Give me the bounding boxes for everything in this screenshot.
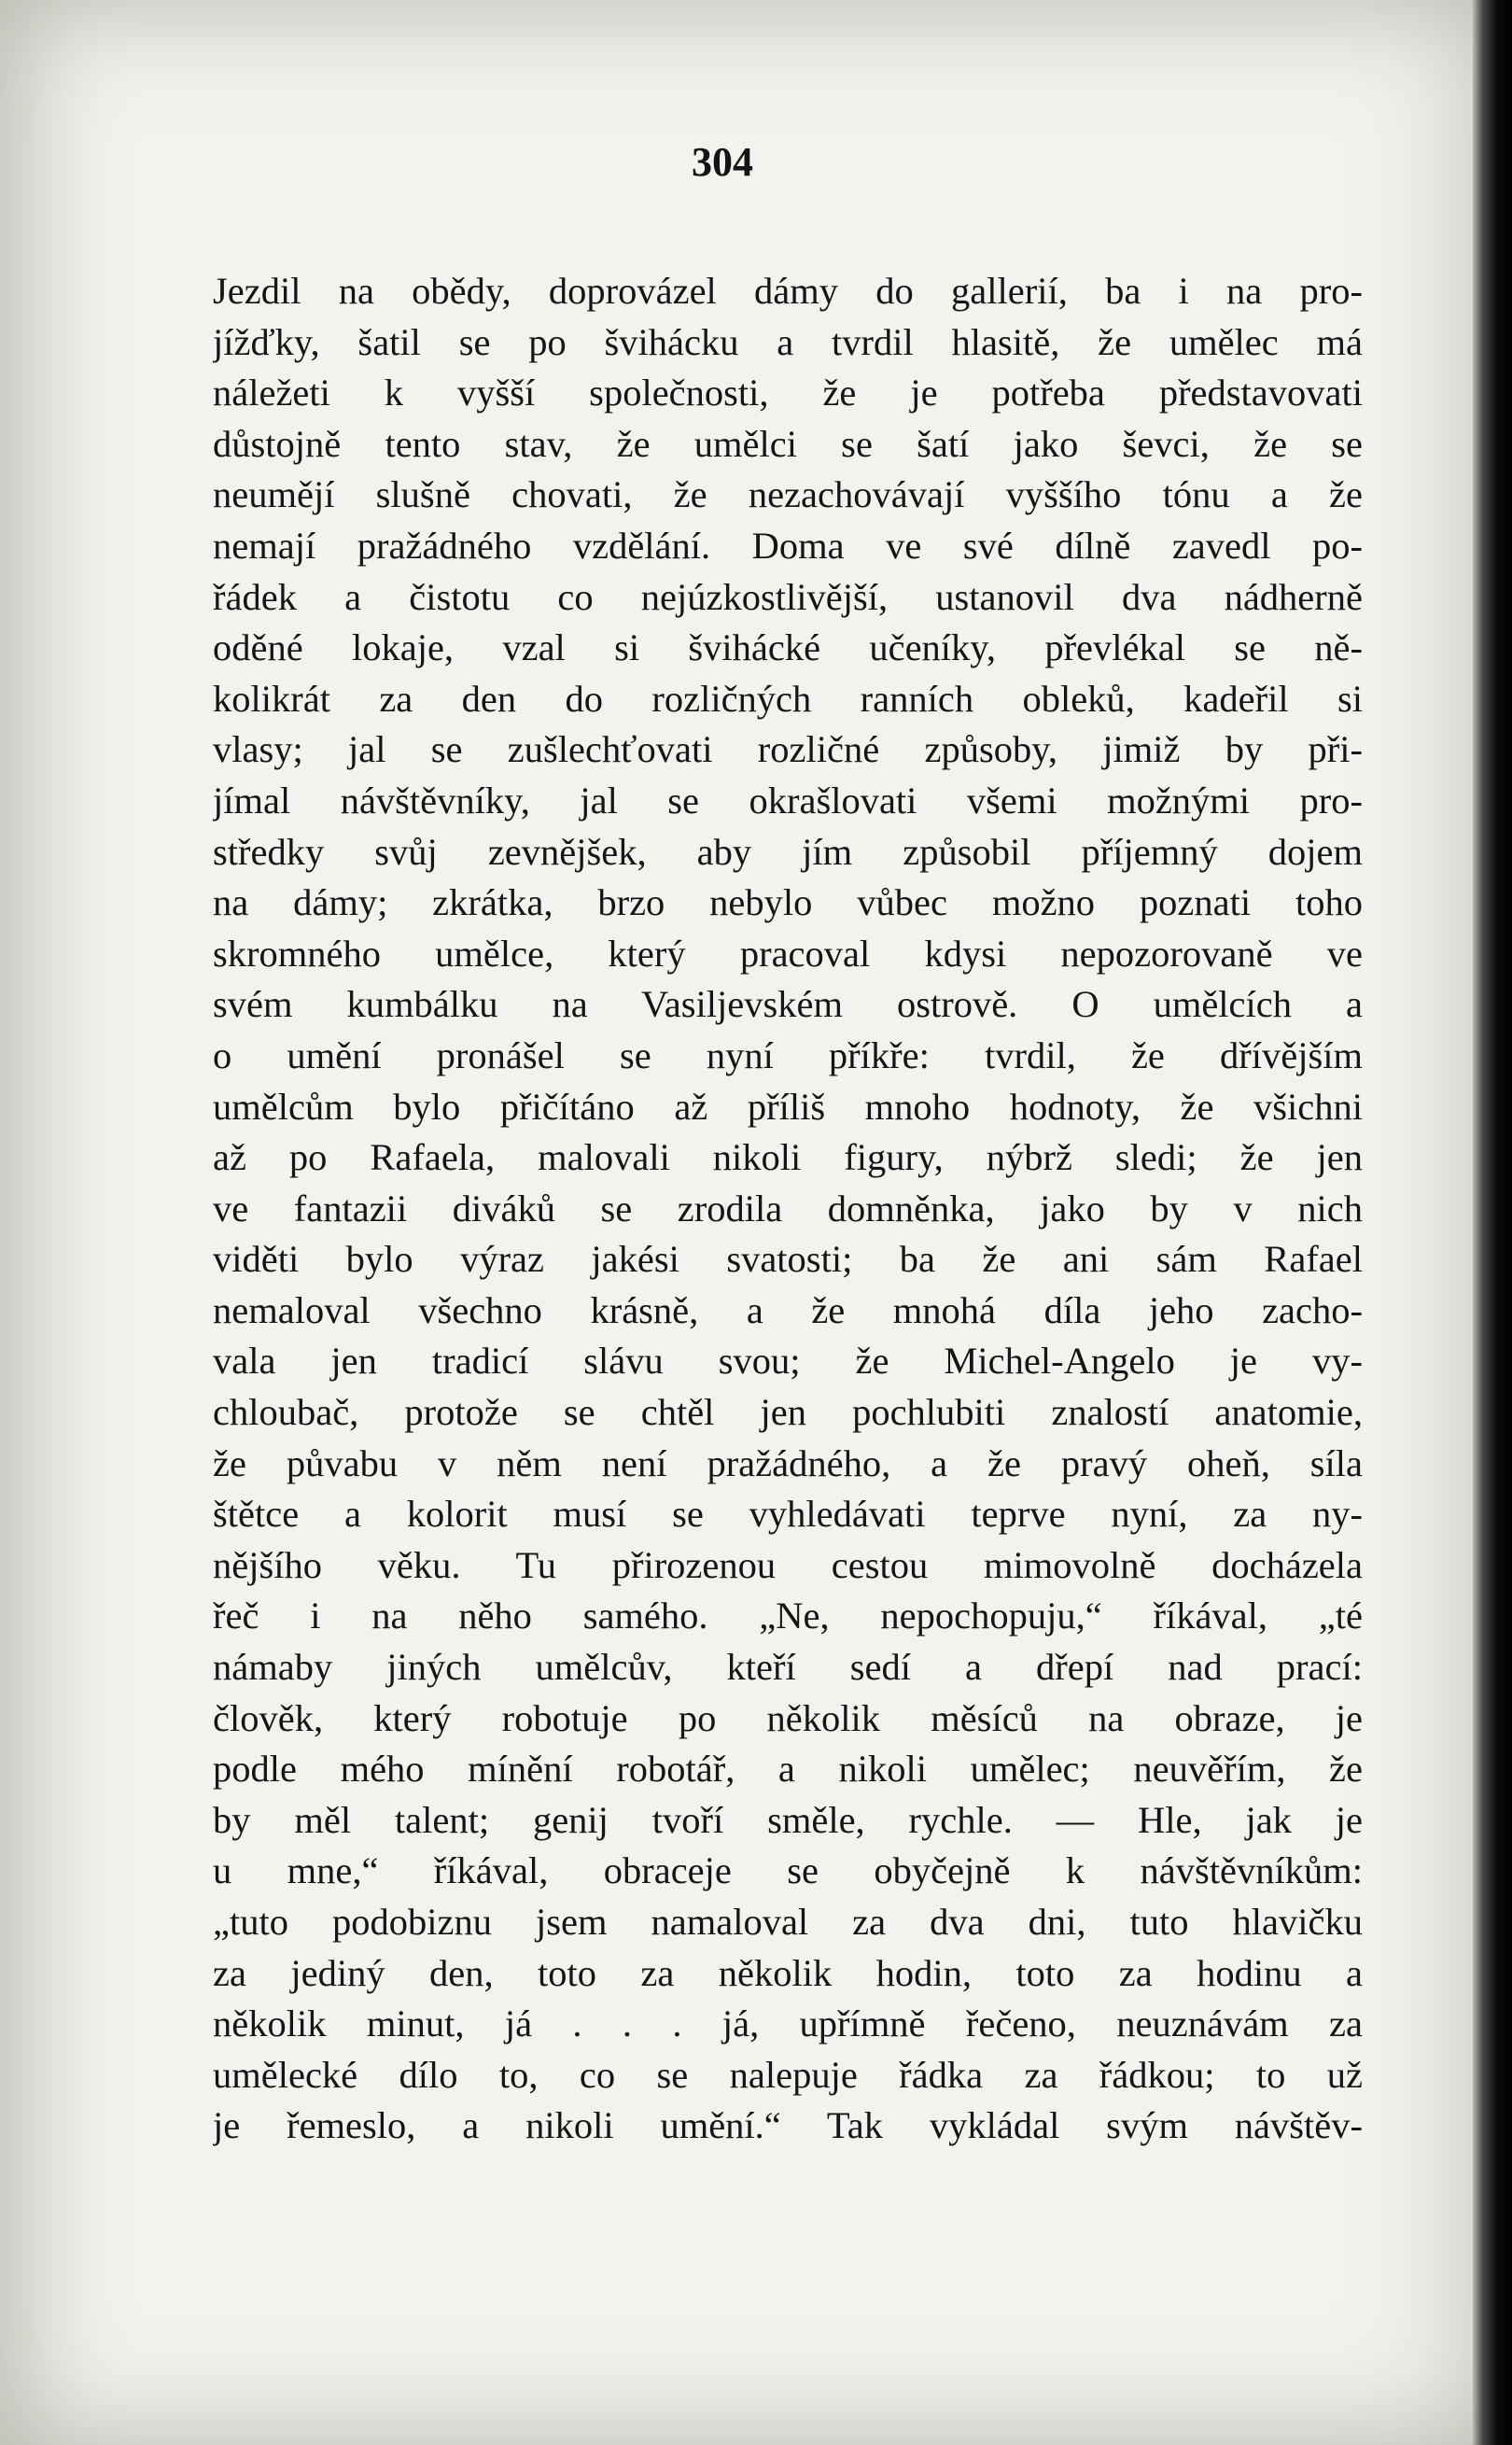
text-line: důstojně tento stav, že umělci se šatí jako ševci, že se — [213, 422, 1363, 465]
text-line: že půvabu v něm není pražádného, a že pravý oheň, síla — [213, 1441, 1363, 1484]
book-spine-shadow — [1473, 0, 1512, 2445]
text-line: o umění pronášel se nyní příkře: tvrdil, že dřívějším — [213, 1033, 1363, 1076]
text-line: vlasy; jal se zušlechťovati rozličné způsoby, jimiž by při- — [213, 728, 1363, 771]
text-line: středky svůj zevnějšek, aby jím způsobil příjemný dojem — [213, 830, 1363, 873]
text-line: neumějí slušně chovati, že nezachovávají vyššího tónu a že — [213, 473, 1363, 516]
text-line: nemaloval všechno krásně, a že mnohá díla jeho zacho- — [213, 1288, 1363, 1331]
text-line: několik minut, já . . . já, upřímně řečeno, neuznávám za — [213, 2002, 1363, 2045]
text-line: svém kumbálku na Vasiljevském ostrově. O umělcích a — [213, 983, 1363, 1026]
text-line: až po Rafaela, malovali nikoli figury, nýbrž sledi; že jen — [213, 1136, 1363, 1179]
body-text — [213, 266, 1363, 2152]
text-line: Jezdil na obědy, doprovázel dámy do gallerií, ba i na pro- — [213, 270, 1363, 312]
text-line: kolikrát za den do rozličných ranních obleků, kadeřil si — [213, 677, 1363, 720]
text-line: umělcům bylo přičítáno až příliš mnoho hodnoty, že všichni — [213, 1085, 1363, 1128]
text-line: umělecké dílo to, co se nalepuje řádka za řádkou; to už — [213, 2053, 1363, 2096]
text-line: skromného umělce, který pracoval kdysi nepozorovaně ve — [213, 932, 1363, 975]
text-line: na dámy; zkrátka, brzo nebylo vůbec možno poznati toho — [213, 881, 1363, 924]
text-line: za jediný den, toto za několik hodin, toto za hodinu a — [213, 1951, 1363, 1994]
text-line: podle mého mínění robotář, a nikoli umělec; neuvěřím, že — [213, 1748, 1363, 1791]
text-line: ve fantazii diváků se zrodila domněnka, jako by v nich — [213, 1187, 1363, 1230]
text-line: řeč i na něho samého. „Ne, nepochopuju,“ říkával, „té — [213, 1595, 1363, 1637]
text-line: jímal návštěvníky, jal se okrašlovati všemi možnými pro- — [213, 779, 1363, 822]
text-line: je řemeslo, a nikoli umění.“ Tak vykládal svým návštěv- — [213, 2104, 1363, 2147]
text-line: náležeti k vyšší společnosti, že je potřeba představovati — [213, 372, 1363, 415]
text-line: člověk, který robotuje po několik měsíců na obraze, je — [213, 1696, 1363, 1739]
text-line: nemají pražádného vzdělání. Doma ve své dílně zavedl po- — [213, 524, 1363, 567]
text-line: viděti bylo výraz jakési svatosti; ba že ani sám Rafael — [213, 1238, 1363, 1281]
text-line: nějšího věku. Tu přirozenou cestou mimovolně docházela — [213, 1543, 1363, 1586]
text-line: vala jen tradicí slávu svou; že Michel-Angelo je vy- — [213, 1340, 1363, 1383]
text-line: chloubač, protože se chtěl jen pochlubiti znalostí anatomie, — [213, 1391, 1363, 1434]
text-line: „tuto podobiznu jsem namaloval za dva dni, tuto hlavičku — [213, 1901, 1363, 1943]
text-line: námaby jiných umělcův, kteří sedí a dřepí nad prací: — [213, 1646, 1363, 1689]
text-line: štětce a kolorit musí se vyhledávati teprve nyní, za ny- — [213, 1493, 1363, 1536]
text-line: řádek a čistotu co nejúzkostlivější, ustanovil dva nádherně — [213, 575, 1363, 618]
text-line: jížďky, šatil se po švihácku a tvrdil hlasitě, že umělec má — [213, 320, 1363, 363]
text-line: oděné lokaje, vzal si švihácké učeníky, převlékal se ně- — [213, 626, 1363, 669]
page-number: 304 — [692, 139, 753, 185]
text-line: u mne,“ říkával, obraceje se obyčejně k návštěvníkům: — [213, 1849, 1363, 1892]
text-line: by měl talent; genij tvoří směle, rychle. — Hle, jak je — [213, 1798, 1363, 1841]
